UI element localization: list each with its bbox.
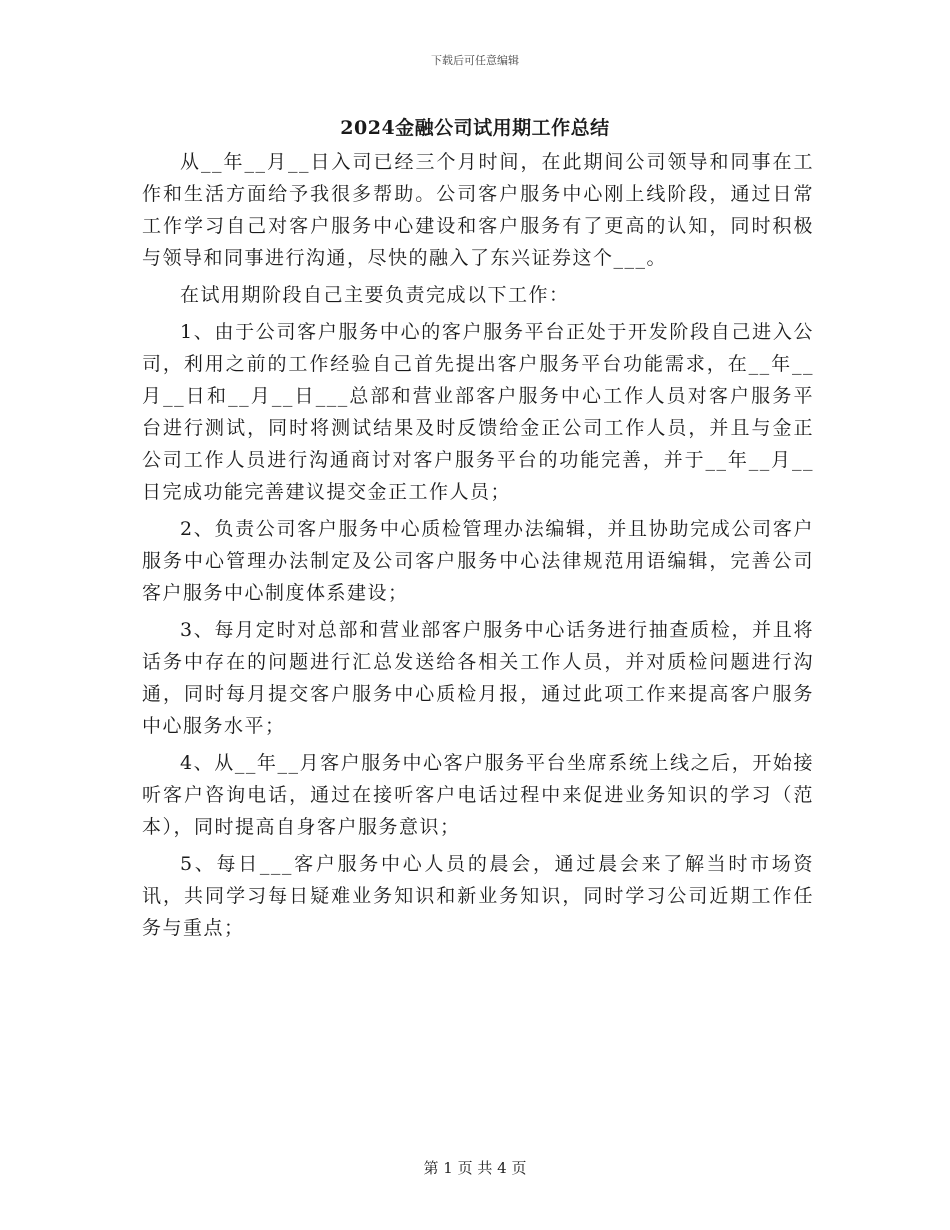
document-title: 2024金融公司试用期工作总结 [340,117,610,139]
page-number: 第 1 页 共 4 页 [423,1159,527,1177]
document-body [142,146,814,949]
page-header-note: 下载后可任意编辑 [431,54,519,67]
paragraph-intro: 从__年__月__日入司已经三个月时间，在此期间公司领导和同事在工作和生活方面给予我很多帮助。公司客户服务中心刚上线阶段，通过日常工作学习自己对客户服务中心建设和客户服务有了更高的认知，同时积极与领导和同事进行沟通，尽快的融入了东兴证券这个___。 [142,151,814,269]
paragraph-item-4: 4、从__年__月客户服务中心客户服务平台坐席系统上线之后，开始接听客户咨询电话，通过在接听客户电话过程中来促进业务知识的学习（范本），同时提高自身客户服务意识； [142,752,814,838]
paragraph-item-1: 1、由于公司客户服务中心的客户服务平台正处于开发阶段自己进入公司，利用之前的工作经验自己首先提出客户服务平台功能需求，在__年__月__日和__月__日___总部和营业部客户服务中心工作人员对客户服务平台进行测试，同时将测试结果及时反馈给金正公司工作人员，并且与金正公司工作人员进行沟通商讨对客户服务平台的功能完善，并于__年__月__日完成功能完善建议提交金正工作人员； [142,321,814,503]
paragraph-item-2: 2、负责公司客户服务中心质检管理办法编辑，并且协助完成公司客户服务中心管理办法制定及公司客户服务中心法律规范用语编辑，完善公司客户服务中心制度体系建设； [142,518,814,604]
paragraph-item-3: 3、每月定时对总部和营业部客户服务中心话务进行抽查质检，并且将话务中存在的问题进行汇总发送给各相关工作人员，并对质检问题进行沟通，同时每月提交客户服务中心质检月报，通过此项工作来提高客户服务中心服务水平； [142,619,814,737]
paragraph-item-5: 5、每日___客户服务中心人员的晨会，通过晨会来了解当时市场资讯，共同学习每日疑难业务知识和新业务知识，同时学习公司近期工作任务与重点； [142,853,814,939]
paragraph-work-summary: 在试用期阶段自己主要负责完成以下工作： [180,284,570,306]
